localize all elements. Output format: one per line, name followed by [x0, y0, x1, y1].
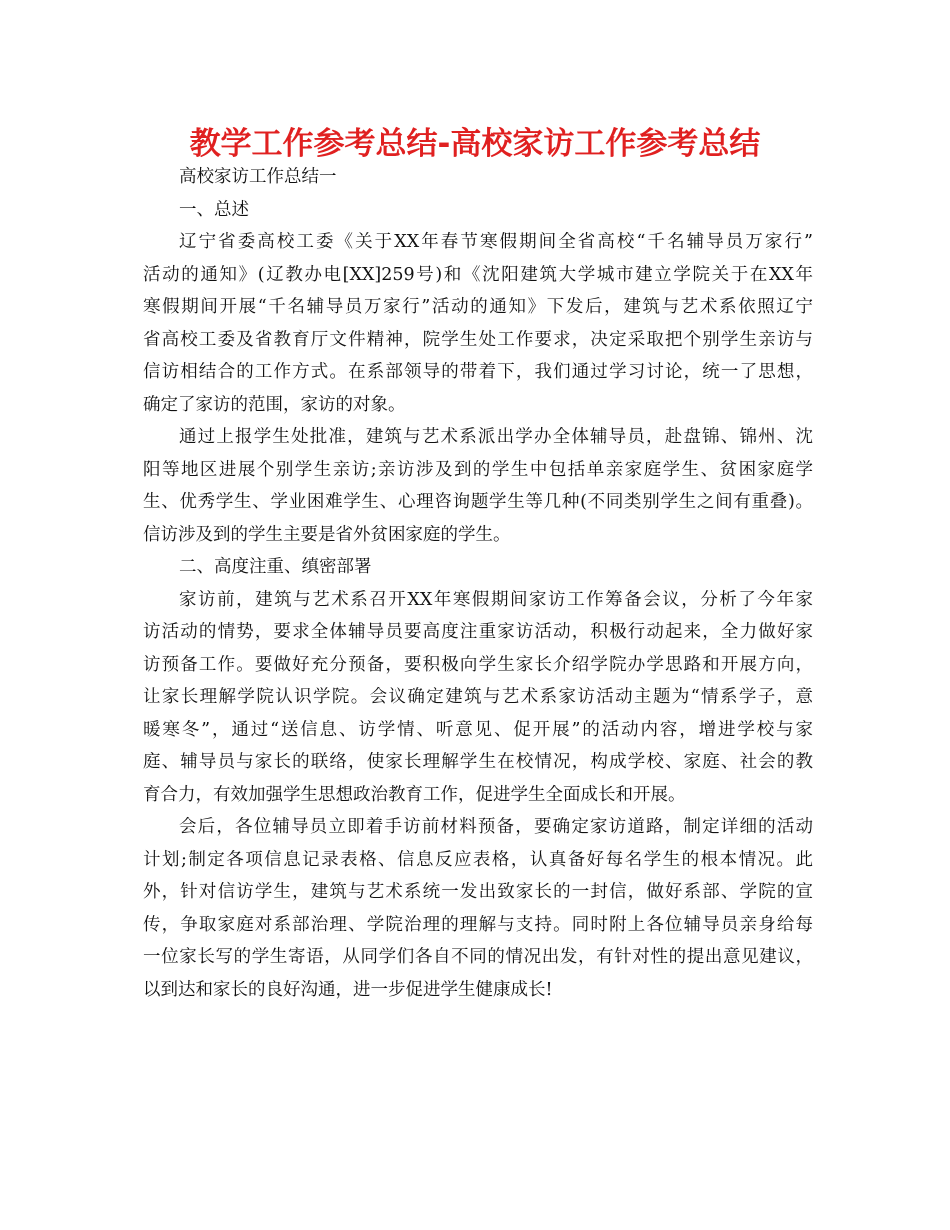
paragraph-line: 阳等地区进展个别学生亲访;亲访涉及到的学生中包括单亲家庭学生、贫困家庭学	[143, 459, 813, 480]
paragraph-line: 传，争取家庭对系部治理、学院治理的理解与支持。同时附上各位辅导员亲身给每	[143, 914, 813, 935]
paragraph-line: 计划;制定各项信息记录表格、信息反应表格，认真备好每名学生的根本情况。此	[143, 849, 813, 870]
paragraph-line: 暖寒冬”，通过“送信息、访学情、听意见、促开展”的活动内容，增进学校与家	[143, 719, 813, 740]
section-heading: 高校家访工作总结一	[179, 167, 337, 187]
paragraph-line: 育合力，有效加强学生思想政治教育工作，促进学生全面成长和开展。	[143, 784, 686, 805]
paragraph-line: 通过上报学生处批准，建筑与艺术系派出学办全体辅导员，赴盘锦、锦州、沈	[179, 427, 813, 447]
paragraph-line: 以到达和家长的良好沟通，进一步促进学生健康成长!	[143, 979, 553, 1000]
paragraph-line: 外，针对信访学生，建筑与艺术系统一发出致家长的一封信，做好系部、学院的宣	[143, 882, 813, 902]
document-title: 教学工作参考总结-高校家访工作参考总结	[189, 126, 761, 162]
paragraph-line: 省高校工委及省教育厅文件精神，院学生处工作要求，决定采取把个别学生亲访与	[143, 329, 813, 350]
paragraph-line: 生、优秀学生、学业困难学生、心理咨询题学生等几种(不同类别学生之间有重叠)。	[143, 492, 813, 512]
paragraph-line: 活动的通知》(辽教办电[XX]259号)和《沈阳建筑大学城市建立学院关于在XX年	[143, 264, 813, 285]
paragraph-line: 确定了家访的范围，家访的对象。	[143, 394, 406, 415]
paragraph-line: 让家长理解学院认识学院。会议确定建筑与艺术系家访活动主题为“情系学子，意	[143, 687, 813, 707]
paragraph-line: 访预备工作。要做好充分预备，要积极向学生家长介绍学院办学思路和开展方向，	[143, 654, 813, 675]
section-heading: 一、总述	[179, 199, 249, 220]
paragraph-line: 访活动的情势，要求全体辅导员要高度注重家访活动，积极行动起来，全力做好家	[143, 622, 813, 642]
paragraph-line: 一位家长写的学生寄语，从同学们各自不同的情况出发，有针对性的提出意见建议，	[143, 947, 813, 967]
paragraph-line: 辽宁省委高校工委《关于XX年春节寒假期间全省高校“千名辅导员万家行”	[179, 232, 813, 252]
document-body	[143, 161, 813, 1006]
paragraph-line: 信访涉及到的学生主要是省外贫困家庭的学生。	[143, 524, 511, 545]
section-heading: 二、高度注重、缜密部署	[179, 557, 372, 577]
paragraph-line: 家访前，建筑与艺术系召开XX年寒假期间家访工作筹备会议，分析了今年家	[179, 589, 813, 610]
paragraph-line: 寒假期间开展“千名辅导员万家行”活动的通知》下发后，建筑与艺术系依照辽宁	[143, 297, 813, 317]
paragraph-line: 庭、辅导员与家长的联络，使家长理解学生在校情况，构成学校、家庭、社会的教	[143, 752, 813, 772]
paragraph-line: 信访相结合的工作方式。在系部领导的带着下，我们通过学习讨论，统一了思想，	[143, 362, 813, 382]
paragraph-line: 会后，各位辅导员立即着手访前材料预备，要确定家访道路，制定详细的活动	[179, 817, 813, 837]
